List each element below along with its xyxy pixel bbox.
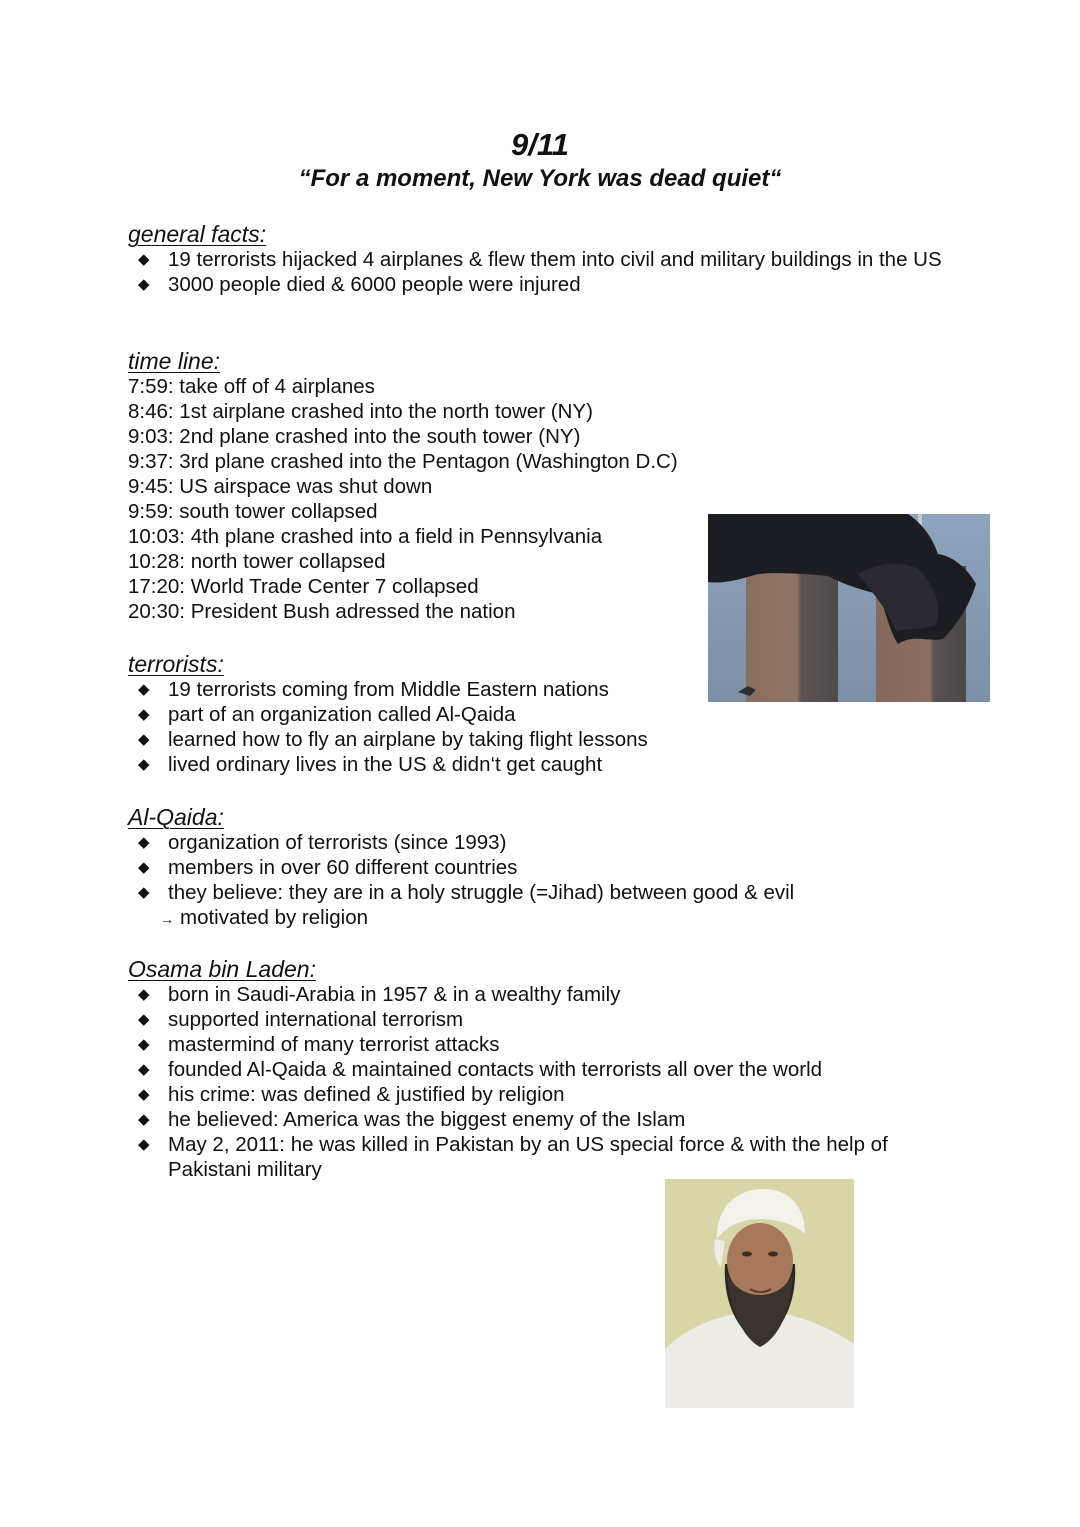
diamond-bullet-icon: ◆ [138, 276, 150, 293]
diamond-bullet-icon: ◆ [138, 1061, 150, 1078]
timeline-entry: 9:59: south tower collapsed [128, 500, 378, 523]
list-item: ◆ founded Al-Qaida & maintained contacts with terrorists all over the world [138, 1058, 823, 1081]
diamond-bullet-icon: ◆ [138, 859, 150, 876]
list-item: ◆ 19 terrorists hijacked 4 airplanes & flew them into civil and military buildings in the US [138, 248, 942, 271]
diamond-bullet-icon: ◆ [138, 1086, 150, 1103]
list-item: ◆ he believed: America was the biggest enemy of the Islam [138, 1108, 686, 1131]
heading-terrorists: terrorists: [128, 651, 224, 677]
diamond-bullet-icon: ◆ [138, 834, 150, 851]
diamond-bullet-icon: ◆ [138, 251, 150, 268]
list-item: ◆ lived ordinary lives in the US & didn‘t get caught [138, 753, 603, 776]
diamond-bullet-icon: ◆ [138, 756, 150, 773]
diamond-bullet-icon: ◆ [138, 986, 150, 1003]
heading-al-qaida: Al-Qaida: [128, 804, 224, 830]
list-item: ◆ born in Saudi-Arabia in 1957 & in a wealthy family [138, 983, 621, 1006]
section-osama-bin-laden [128, 957, 978, 1182]
heading-osama-bin-laden: Osama bin Laden: [128, 956, 316, 982]
page-title: 9/11 [510, 127, 570, 162]
list-item: ◆ they believe: they are in a holy struggle (=Jihad) between good & evil [138, 881, 795, 904]
osama-bin-laden-portrait [665, 1179, 854, 1408]
list-item: ◆ 19 terrorists coming from Middle Eastern nations [138, 678, 609, 701]
list-item: ◆ members in over 60 different countries [138, 856, 518, 879]
timeline-entry: 10:03: 4th plane crashed into a field in Pennsylvania [128, 525, 603, 548]
page-subtitle-quote: “For a moment, New York was dead quiet“ [298, 165, 782, 192]
timeline-entry: 7:59: take off of 4 airplanes [128, 375, 375, 398]
list-item: ◆ organization of terrorists (since 1993) [138, 831, 507, 854]
heading-general-facts: general facts: [128, 221, 267, 247]
timeline-entry: 20:30: President Bush adressed the nation [128, 600, 516, 623]
timeline-entry: 9:45: US airspace was shut down [128, 475, 433, 498]
diamond-bullet-icon: ◆ [138, 884, 150, 901]
diamond-bullet-icon: ◆ [138, 1036, 150, 1053]
diamond-bullet-icon: ◆ [138, 1011, 150, 1028]
list-item: ◆ learned how to fly an airplane by taking flight lessons [138, 728, 648, 751]
diamond-bullet-icon: ◆ [138, 731, 150, 748]
list-item: ◆ his crime: was defined & justified by religion [138, 1083, 565, 1106]
list-item: ◆ 3000 people died & 6000 people were injured [138, 273, 581, 296]
right-arrow-icon: → [160, 911, 174, 927]
list-item: ◆ mastermind of many terrorist attacks [138, 1033, 500, 1056]
timeline-entry: 9:37: 3rd plane crashed into the Pentagon (Washington D.C) [128, 450, 678, 473]
timeline-entry: 10:28: north tower collapsed [128, 550, 386, 573]
timeline-entry: 9:03: 2nd plane crashed into the south tower (NY) [128, 425, 581, 448]
list-item: ◆ part of an organization called Al-Qaida [138, 703, 516, 726]
section-general-facts [128, 222, 978, 297]
heading-timeline: time line: [128, 348, 221, 374]
diamond-bullet-icon: ◆ [138, 1111, 150, 1128]
timeline-entry: 17:20: World Trade Center 7 collapsed [128, 575, 479, 598]
diamond-bullet-icon: ◆ [138, 1136, 150, 1153]
list-item: ◆ May 2, 2011: he was killed in Pakistan by an US special force & with the help of Pakistani military [138, 1133, 888, 1181]
timeline-entry: 8:46: 1st airplane crashed into the north tower (NY) [128, 400, 593, 423]
arrow-note: → motivated by religion [160, 906, 369, 929]
section-al-qaida [128, 805, 978, 932]
diamond-bullet-icon: ◆ [138, 706, 150, 723]
diamond-bullet-icon: ◆ [138, 681, 150, 698]
list-item: ◆ supported international terrorism [138, 1008, 464, 1031]
section-terrorists [128, 652, 978, 777]
